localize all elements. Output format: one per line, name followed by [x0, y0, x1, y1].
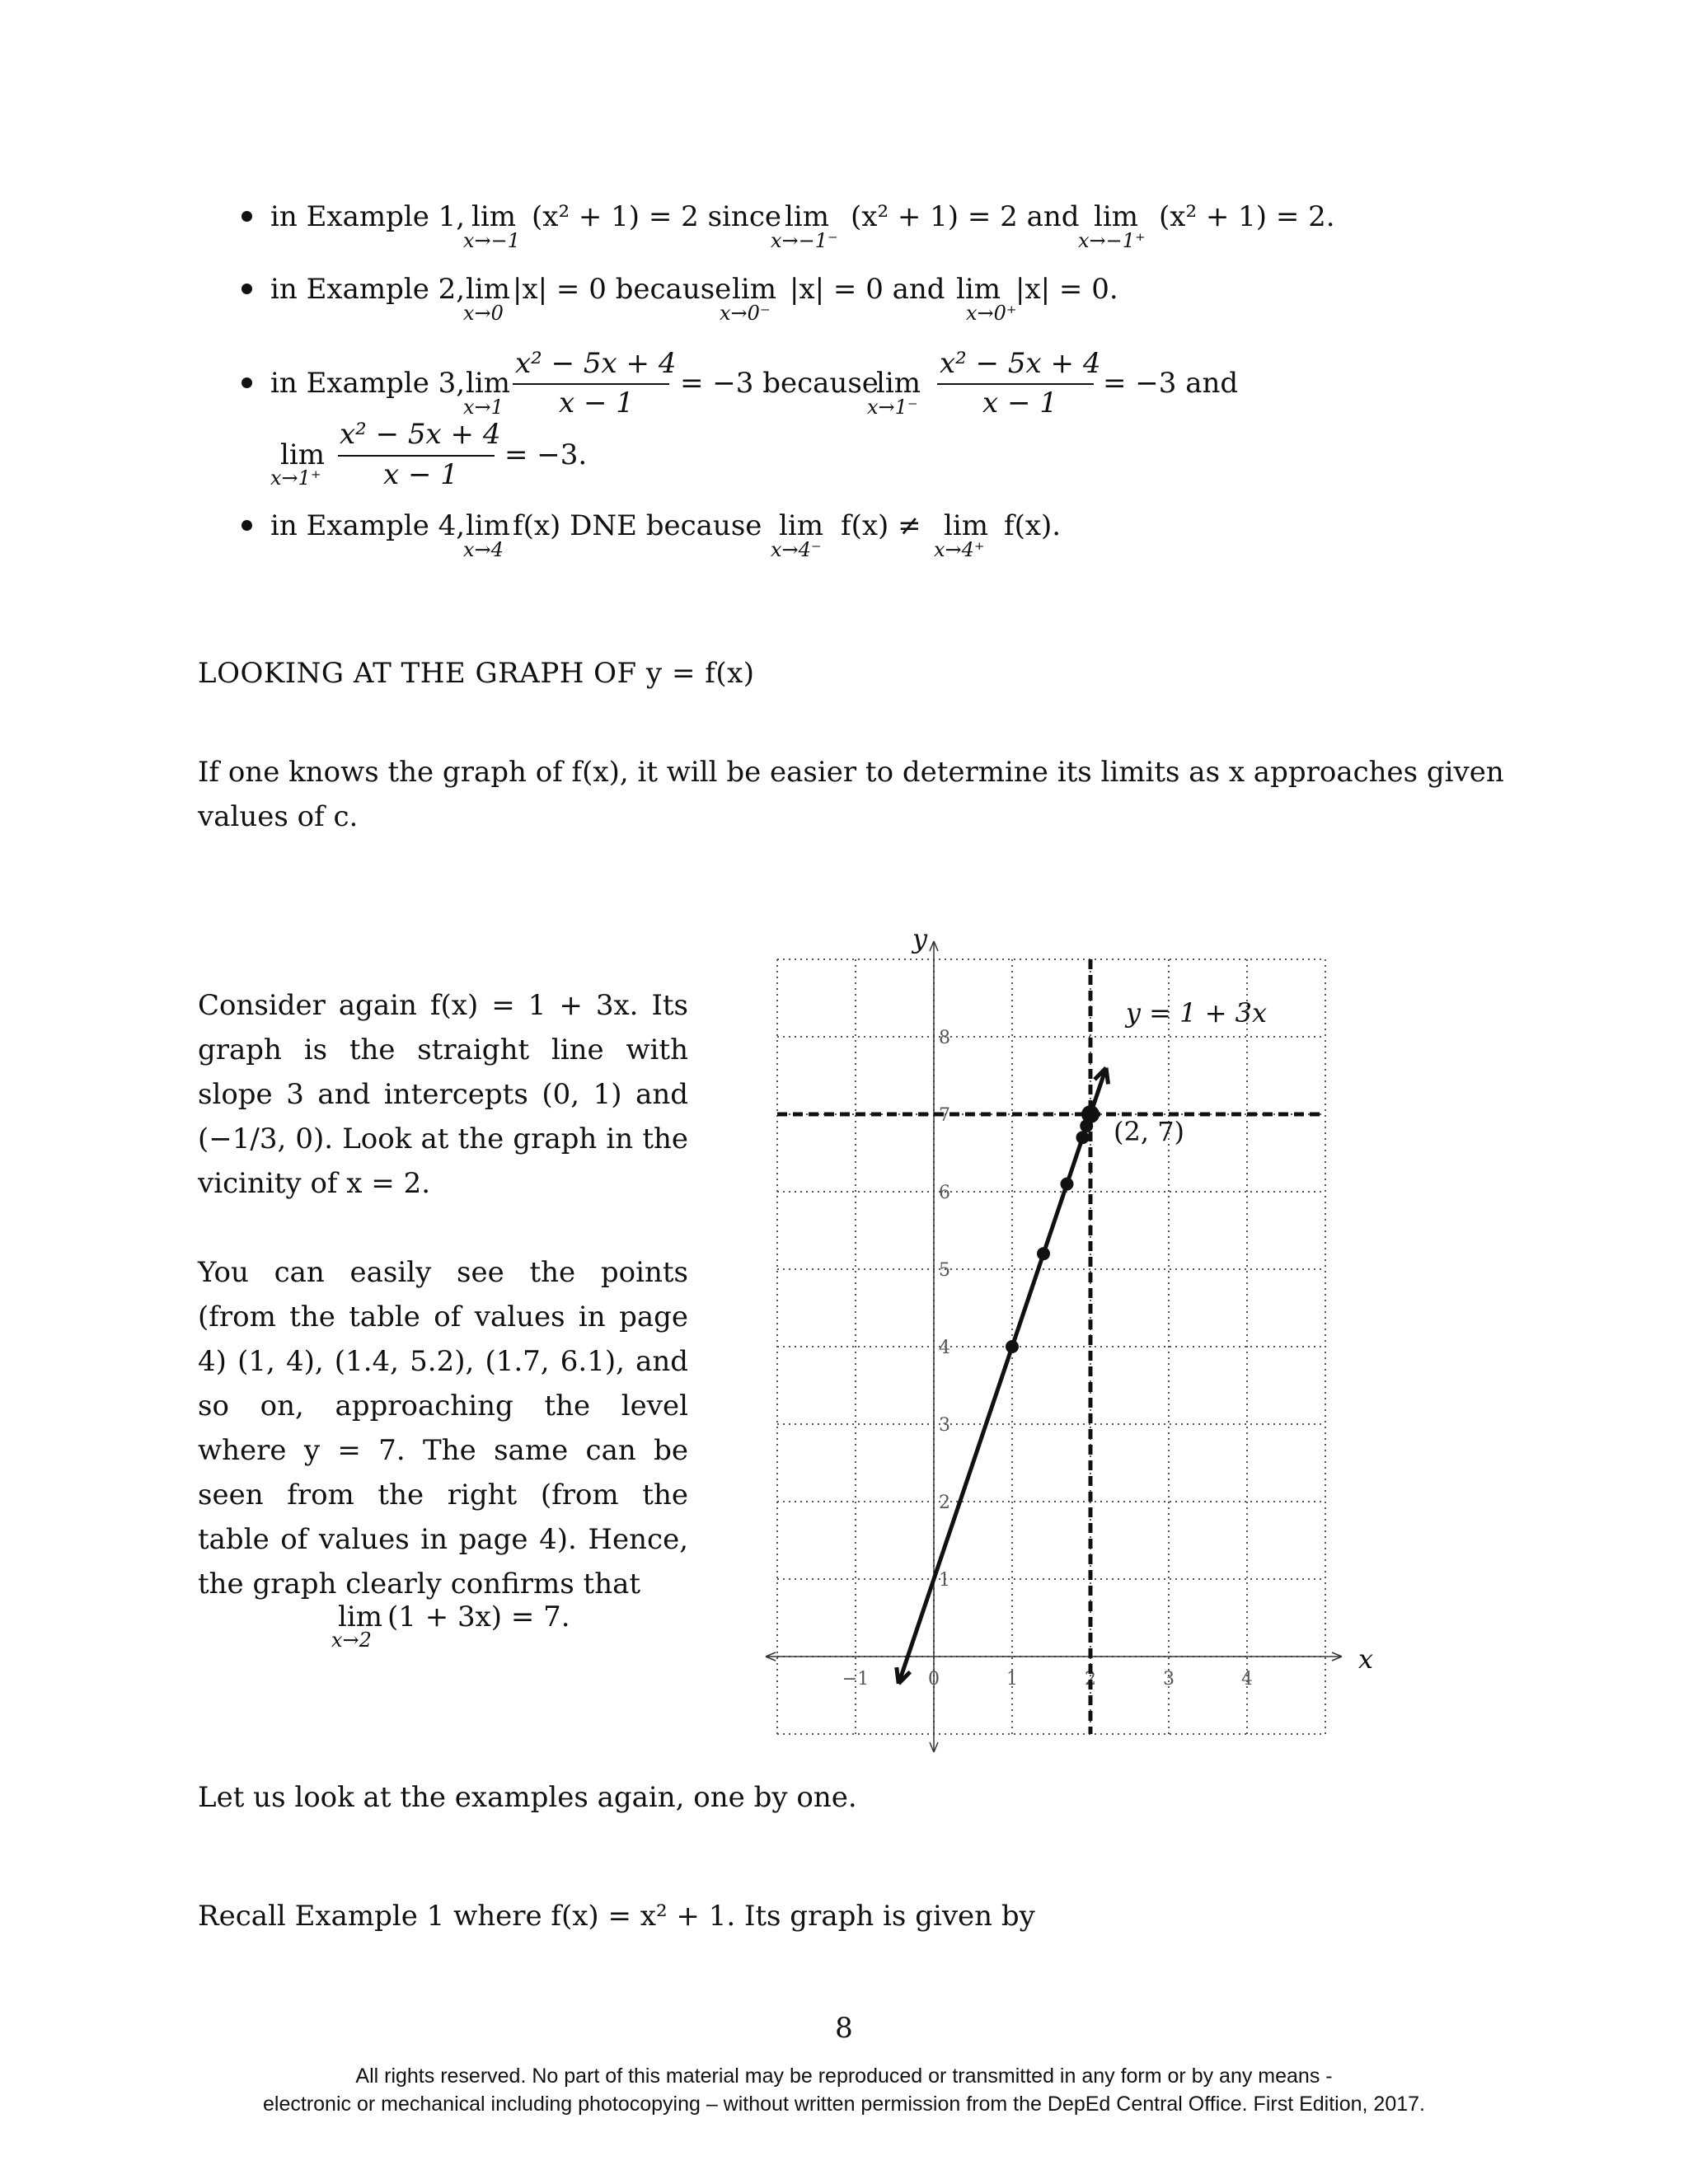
lim-subscript: x→0⁻ — [720, 302, 771, 325]
fraction-denominator: x − 1 — [383, 458, 458, 491]
fraction-numerator: x² − 5x + 4 — [940, 347, 1101, 380]
lim-word: lim — [471, 200, 516, 233]
math-expression: = −3. — [504, 438, 588, 471]
lim-subscript: x→1⁻ — [867, 396, 918, 419]
math-expression: |x| = 0 and — [790, 273, 945, 306]
lim-subscript: x→−1 — [463, 229, 521, 252]
y-tick-label: 6 — [939, 1183, 950, 1203]
fraction-denominator: x − 1 — [559, 387, 634, 419]
lim-subscript: x→0⁺ — [966, 302, 1017, 325]
y-tick-label: 8 — [939, 1028, 950, 1048]
bullet-prefix: in Example 1, — [270, 200, 466, 233]
lim-subscript: x→4 — [463, 538, 504, 561]
explanation-paragraph: Consider again f(x) = 1 + 3x. Its graph is the straight line with slope 3 and intercepts (0, 1) and (−1/3, 0). Look at the graph in the vicinity of x = 2. — [198, 989, 688, 1200]
line-equation-label: y = 1 + 3x — [1125, 996, 1268, 1029]
body-line: Recall Example 1 where f(x) = x² + 1. Its graph is given by — [198, 1900, 1035, 1933]
lim-word: lim — [466, 509, 510, 542]
data-point — [1076, 1131, 1090, 1144]
lim-word: lim — [779, 509, 823, 542]
math-expression: (x² + 1) = 2 and — [851, 200, 1080, 233]
y-tick-label: 1 — [939, 1570, 950, 1591]
lim-subscript: x→−1⁺ — [1078, 229, 1146, 252]
lim-subscript: x→4⁻ — [771, 538, 822, 561]
x-tick-label: 3 — [1163, 1669, 1175, 1690]
x-tick-label: 4 — [1241, 1669, 1253, 1690]
body-line: Let us look at the examples again, one by one. — [198, 1781, 857, 1814]
data-point — [1037, 1247, 1050, 1260]
math-expression: |x| = 0 because — [513, 273, 732, 306]
math-expression: = −3 and — [1103, 367, 1239, 400]
math-expression: |x| = 0. — [1015, 273, 1118, 306]
chart-annotations — [1114, 997, 1267, 1147]
lim-word: lim — [785, 200, 829, 233]
explanation-paragraph: You can easily see the points (from the table of values in page 4) (1, 4), (1.4, 5.2), (1.7, 6.1), and so on, approaching the level where y = 7. The same can be seen from the right (from the table of values in page 4). Hence, the graph clearly confirms that — [198, 1256, 688, 1601]
lim-word: lim — [466, 367, 510, 400]
page-number: 8 — [835, 2012, 853, 2045]
x-axis-label: x — [1358, 1643, 1374, 1675]
y-tick-label: 4 — [939, 1338, 950, 1358]
y-tick-label: 2 — [939, 1493, 950, 1513]
x-tick-label: 2 — [1085, 1669, 1096, 1690]
bullet-prefix: in Example 3, — [270, 367, 466, 400]
x-tick-label: 0 — [928, 1669, 940, 1690]
y-axis-label: y — [912, 923, 928, 954]
math-expression: (1 + 3x) = 7. — [387, 1601, 570, 1633]
fraction-numerator: x² − 5x + 4 — [340, 418, 501, 451]
y-tick-label: 5 — [939, 1260, 950, 1281]
lim-subscript: x→1⁺ — [270, 466, 321, 490]
footer-line: All rights reserved. No part of this material may be reproduced or transmitted in any form or by any means - — [355, 2064, 1333, 2088]
lim-word: lim — [1094, 200, 1138, 233]
lim-word: lim — [338, 1601, 382, 1633]
data-point — [1061, 1178, 1074, 1191]
intro-line: If one knows the graph of f(x), it will be easier to determine its limits as x approaches given — [198, 756, 1504, 789]
lim-subscript: x→4⁺ — [934, 538, 985, 561]
lim-subscript: x→−1⁻ — [771, 229, 838, 252]
data-point — [1081, 1105, 1100, 1123]
lim-subscript: x→1 — [463, 396, 504, 419]
series-line — [898, 1068, 1106, 1684]
footer — [0, 2062, 1688, 2118]
chart-series — [897, 1068, 1109, 1684]
intro-line: values of c. — [198, 800, 359, 833]
math-expression: f(x) ≠ — [841, 509, 921, 542]
section-heading: LOOKING AT THE GRAPH OF y = f(x) — [198, 657, 755, 690]
x-tick-label: −1 — [842, 1669, 870, 1690]
fraction-numerator: x² − 5x + 4 — [515, 347, 677, 380]
chart-axes — [766, 923, 1373, 1752]
math-expression: f(x) DNE because — [513, 509, 762, 542]
lim-word: lim — [876, 367, 921, 400]
lim-subscript: x→0 — [463, 302, 504, 325]
fraction-denominator: x − 1 — [982, 387, 1057, 419]
bullet-prefix: in Example 2, — [270, 273, 466, 306]
y-tick-label: 7 — [939, 1105, 950, 1126]
lim-word: lim — [466, 273, 510, 306]
lim-word: lim — [732, 273, 776, 306]
math-expression: f(x). — [1004, 509, 1062, 542]
footer-line: electronic or mechanical including photocopying – without written permission from the DepEd Central Office. First Edition, 2017. — [263, 2093, 1425, 2116]
point-label: (2, 7) — [1114, 1116, 1185, 1147]
bullet-prefix: in Example 4, — [270, 509, 466, 542]
lim-word: lim — [956, 273, 1001, 306]
math-expression: = −3 because — [680, 367, 879, 400]
y-tick-label: 3 — [939, 1415, 950, 1436]
math-expression: (x² + 1) = 2 since — [532, 200, 781, 233]
lim-word: lim — [280, 438, 325, 471]
math-expression: (x² + 1) = 2. — [1159, 200, 1335, 233]
chart-ticks — [842, 1028, 1253, 1690]
data-point — [1006, 1340, 1019, 1353]
chart-grid — [777, 959, 1325, 1734]
x-tick-label: 1 — [1006, 1669, 1018, 1690]
lim-word: lim — [944, 509, 988, 542]
lim-subscript: x→2 — [331, 1629, 372, 1652]
